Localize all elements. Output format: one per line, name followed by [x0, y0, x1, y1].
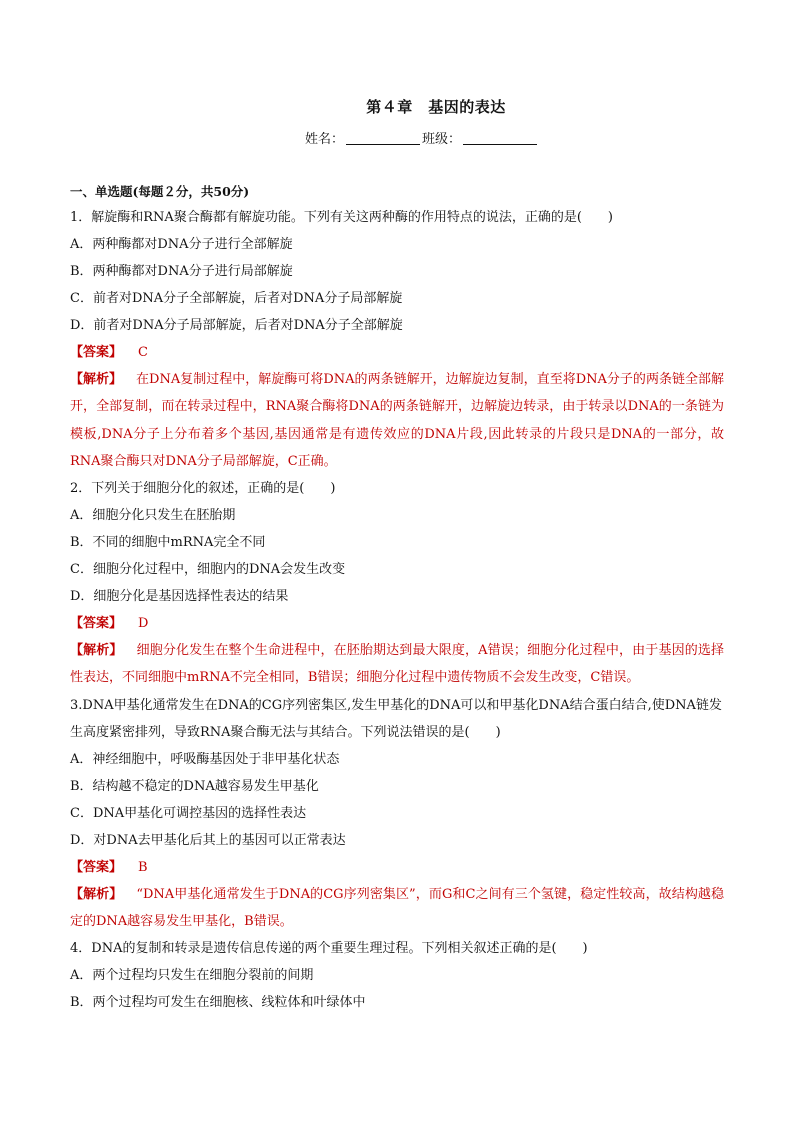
- answer-line: [70, 610, 724, 637]
- name-label: 姓名：: [305, 132, 345, 147]
- answer-tag: 【答案】: [70, 859, 123, 875]
- answer-tag: 【答案】: [70, 345, 123, 360]
- option: A．神经细胞中，呼吸酶基因处于非甲基化状态: [70, 751, 340, 767]
- explanation-text: 在DNA复制过程中，解旋酶可将DNA的两条链解开，边解旋边复制，直至将DNA分子的两条链全部解开，全部复制，而在转录过程中，RNA聚合酶将DNA的两条链解开，边解旋边转录，由于转录以DNA的一条链为模板,DNA分子上分布着多个基因,基因通常是有遗传效应的DNA片段,因此转录的片段只是DNA的一部分，故RNA聚合酶只对DNA分子局部解旋，C正确。: [70, 372, 724, 469]
- question-stem: 4．DNA的复制和转录是遗传信息传递的两个重要生理过程。下列相关叙述正确的是( ): [70, 941, 588, 957]
- content: [70, 180, 724, 1016]
- option: C．前者对DNA分子全部解旋，后者对DNA分子局部解旋: [70, 291, 403, 306]
- explanation: [70, 881, 724, 935]
- option: C．细胞分化过程中，细胞内的DNA会发生改变: [70, 562, 346, 578]
- name-class-line: [305, 128, 539, 147]
- section-heading: 一、单选题(每题２分，共50分): [70, 184, 250, 199]
- option: A．细胞分化只发生在胚胎期: [70, 508, 236, 524]
- option: A．两个过程均只发生在细胞分裂前的间期: [70, 968, 314, 984]
- option: D．细胞分化是基因选择性表达的结果: [70, 589, 289, 605]
- explanation-text: 细胞分化发生在整个生命进程中，在胚胎期达到最大限度，A错误；细胞分化过程中，由于基因的选择性表达，不同细胞中mRNA不完全相同，B错误；细胞分化过程中遗传物质不会发生改变，C错误。: [70, 643, 724, 686]
- option: D．对DNA去甲基化后其上的基因可以正常表达: [70, 832, 346, 848]
- page-title: [0, 96, 794, 117]
- option: B．两种酶都对DNA分子进行局部解旋: [70, 264, 293, 279]
- answer-value: B: [138, 859, 148, 875]
- explanation: [70, 637, 724, 691]
- answer-line: [70, 339, 724, 366]
- title-text: 第４章 基因的表达: [366, 98, 506, 116]
- answer-line: [70, 854, 724, 881]
- option: C．DNA甲基化可调控基因的选择性表达: [70, 805, 307, 821]
- answer-value: D: [138, 616, 149, 632]
- question-stem: 3.DNA甲基化通常发生在DNA的CG序列密集区,发生甲基化的DNA可以和甲基化DNA结合蛋白结合,使DNA链发生高度紧密排列，导致RNA聚合酶无法与其结合。下列说法错误的是( ): [70, 697, 722, 740]
- answer-tag: 【答案】: [70, 616, 123, 632]
- option: A．两种酶都对DNA分子进行全部解旋: [70, 237, 293, 252]
- option: B．结构越不稳定的DNA越容易发生甲基化: [70, 778, 319, 794]
- question-stem: 2．下列关于细胞分化的叙述，正确的是( ): [70, 481, 336, 497]
- name-blank[interactable]: [346, 132, 420, 145]
- question-stem: 1．解旋酶和RNA聚合酶都有解旋功能。下列有关这两种酶的作用特点的说法，正确的是( ): [70, 210, 613, 225]
- answer-value: C: [138, 345, 148, 360]
- explanation-tag: 【解析】: [70, 372, 123, 388]
- option: D．前者对DNA分子局部解旋，后者对DNA分子全部解旋: [70, 318, 403, 333]
- option: B．两个过程均可发生在细胞核、线粒体和叶绿体中: [70, 995, 366, 1011]
- explanation-text: “DNA甲基化通常发生于DNA的CG序列密集区”，而G和C之间有三个氢键，稳定性较高，故结构越稳定的DNA越容易发生甲基化，B错误。: [70, 886, 724, 930]
- option: B．不同的细胞中mRNA完全不同: [70, 535, 266, 551]
- class-blank[interactable]: [463, 132, 537, 145]
- class-label: 班级：: [422, 132, 462, 147]
- explanation: [70, 366, 724, 475]
- explanation-tag: 【解析】: [70, 643, 123, 659]
- explanation-tag: 【解析】: [70, 886, 123, 902]
